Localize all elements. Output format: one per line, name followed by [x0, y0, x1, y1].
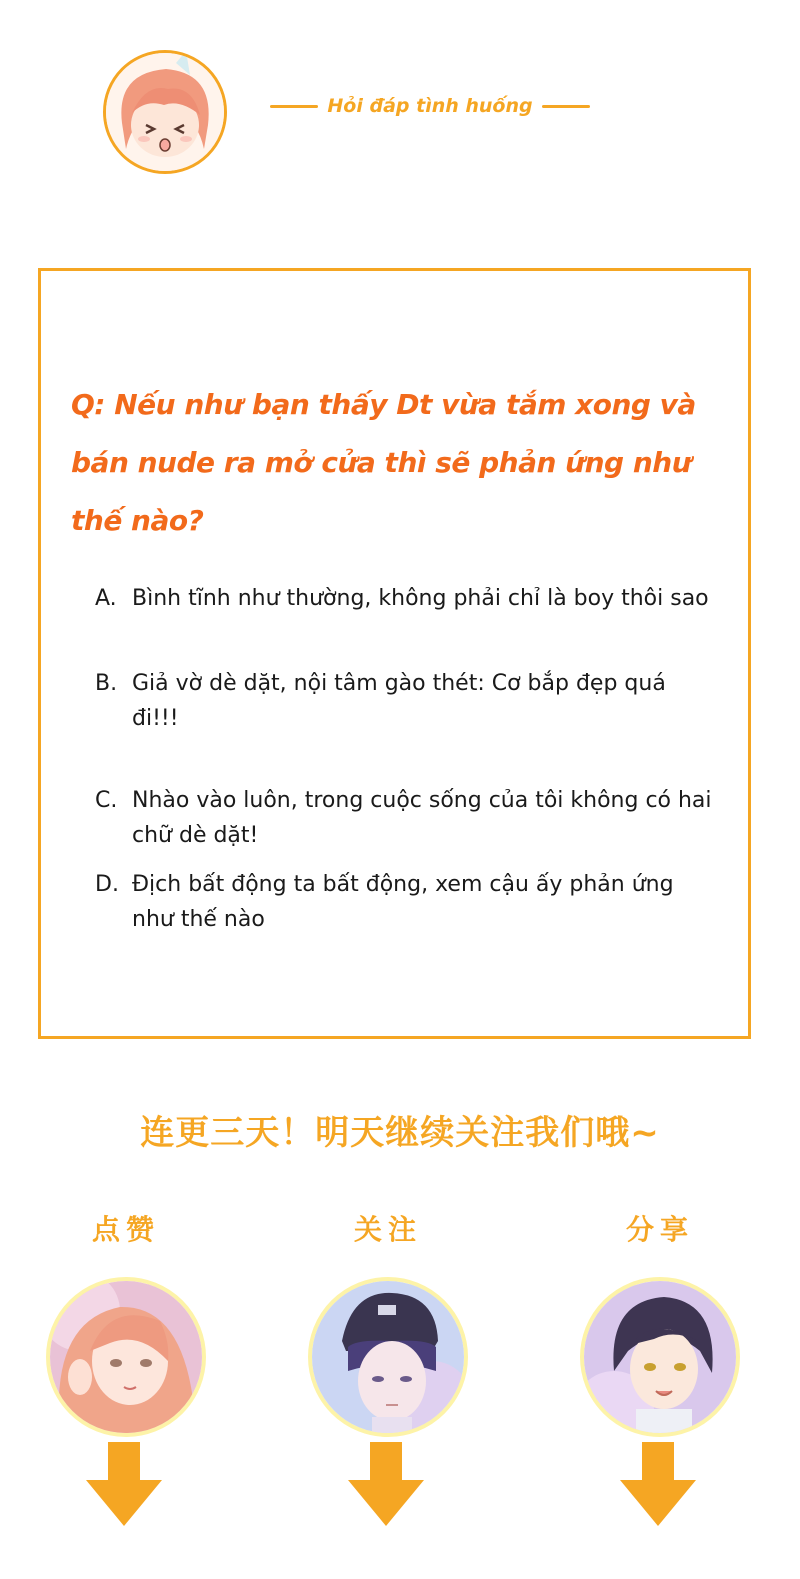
qa-card	[38, 268, 751, 1039]
share-avatar-button[interactable]	[580, 1277, 740, 1437]
answer-letter: C.	[95, 788, 118, 813]
answer-option-a[interactable]	[95, 581, 715, 616]
follow-label: 关注	[353, 1213, 422, 1246]
answer-list	[95, 581, 715, 937]
answer-option-d[interactable]	[95, 867, 715, 937]
question-text: Q: Nếu như bạn thấy Dt vừa tắm xong và bán nude ra mở cửa thì sẽ phản ứng như thế nào?	[71, 388, 696, 537]
follow-avatar-button[interactable]	[308, 1277, 468, 1437]
like-avatar-button[interactable]	[46, 1277, 206, 1437]
header-chibi-avatar	[103, 50, 227, 174]
like-label: 点赞	[91, 1213, 160, 1246]
answer-letter: A.	[95, 586, 117, 611]
answer-option-b[interactable]	[95, 666, 715, 736]
boy-cap-portrait-icon	[312, 1281, 464, 1433]
answer-letter: B.	[95, 671, 118, 696]
header-right-dash	[542, 105, 590, 108]
boy-portrait-icon	[584, 1281, 736, 1433]
arrow-down-icon	[348, 1442, 424, 1526]
section-header	[270, 88, 590, 124]
answer-text: Nhào vào luôn, trong cuộc sống của tôi không có hai chữ dè dặt!	[132, 788, 712, 848]
follow-cta-text: 连更三天！明天继续关注我们哦~	[140, 1113, 660, 1153]
header-left-dash	[270, 105, 318, 108]
answer-text: Bình tĩnh như thường, không phải chỉ là boy thôi sao	[132, 586, 709, 611]
answer-text: Giả vờ dè dặt, nội tâm gào thét: Cơ bắp đẹp quá đi!!!	[132, 671, 666, 731]
arrow-down-icon	[620, 1442, 696, 1526]
section-title: Hỏi đáp tình huống	[327, 95, 533, 117]
arrow-down-icon	[86, 1442, 162, 1526]
answer-text: Địch bất động ta bất động, xem cậu ấy phản ứng như thế nào	[132, 872, 674, 932]
girl-portrait-icon	[50, 1281, 202, 1433]
answer-letter: D.	[95, 872, 119, 897]
answer-option-c[interactable]	[95, 783, 715, 853]
share-label: 分享	[625, 1213, 694, 1246]
chibi-girl-icon	[106, 53, 224, 171]
